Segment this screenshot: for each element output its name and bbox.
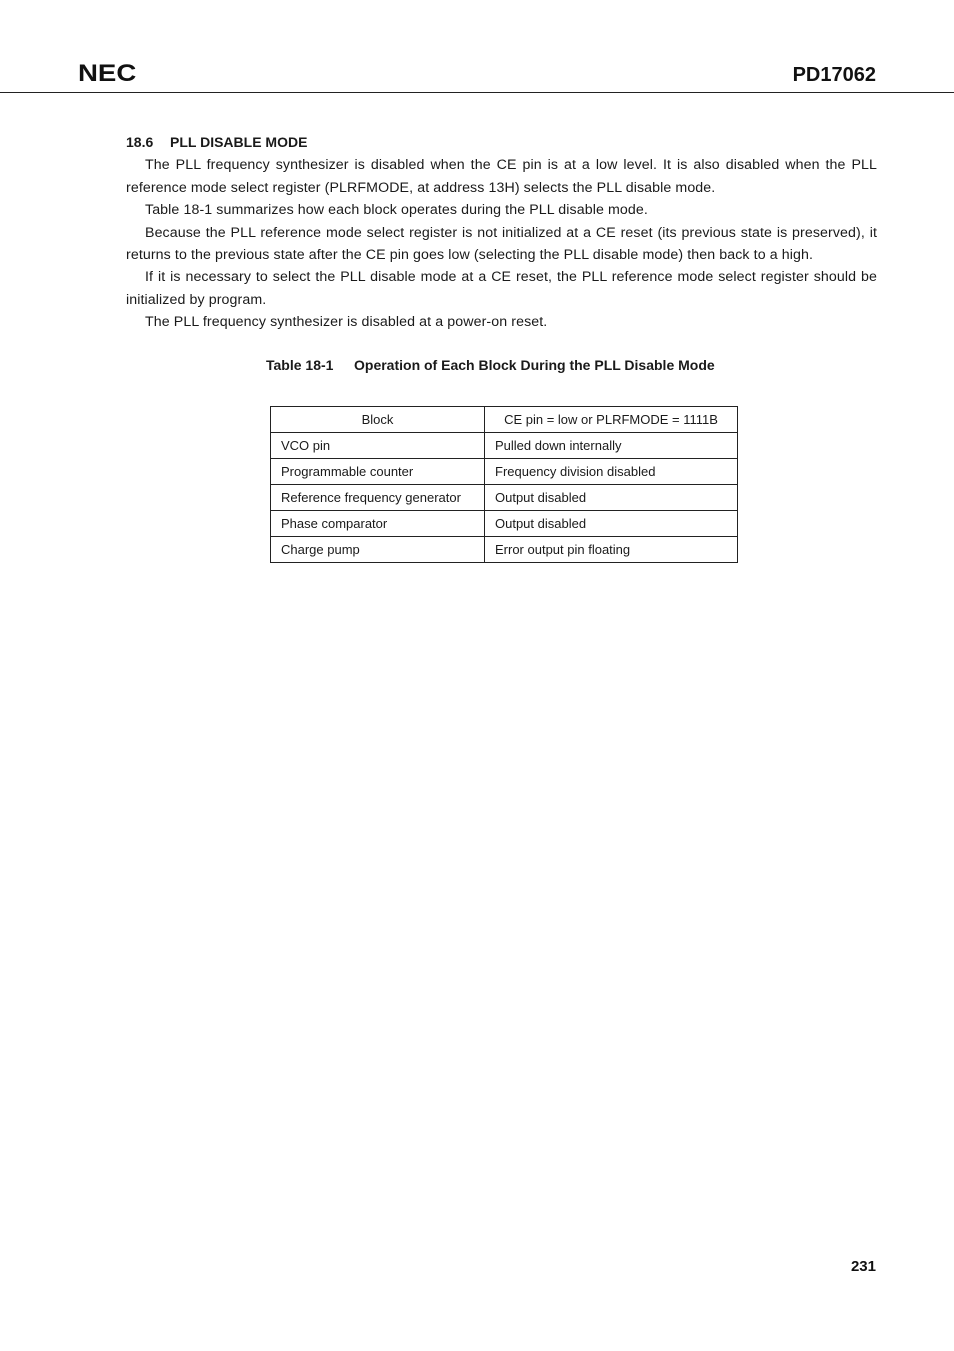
table-cell: Programmable counter [271, 459, 485, 485]
table-cell: Phase comparator [271, 511, 485, 537]
section-body [126, 131, 877, 334]
table-caption-number: Table 18-1 [266, 357, 334, 373]
table-cell: Frequency division disabled [485, 459, 738, 485]
table-cell: VCO pin [271, 433, 485, 459]
paragraph: If it is necessary to select the PLL disable mode at a CE reset, the PLL reference mode select register should be initialized by program. [126, 269, 877, 308]
block-operation-table [270, 406, 738, 563]
section-number: 18.6 [126, 134, 154, 150]
header-rule [0, 92, 954, 93]
table-row [271, 537, 738, 563]
section-title: PLL DISABLE MODE [170, 134, 308, 150]
paragraph: Because the PLL reference mode select register is not initialized at a CE reset (its previous state is preserved), it returns to the previous state after the CE pin goes low (selecting the PLL disable mode) then back to a high. [126, 224, 877, 264]
table-header-row [271, 407, 738, 433]
column-header-block: Block [271, 407, 485, 433]
page-number: 231 [850, 1258, 876, 1275]
table-cell: Output disabled [485, 485, 738, 511]
table-row [271, 433, 738, 459]
table-row [271, 485, 738, 511]
paragraph: The PLL frequency synthesizer is disabled at a power-on reset. [145, 314, 548, 331]
table-caption-title: Operation of Each Block During the PLL Disable Mode [354, 357, 715, 373]
table-caption [266, 357, 738, 373]
table-cell: Pulled down internally [485, 433, 738, 459]
nec-logo: NEC [78, 60, 137, 87]
paragraph: Table 18-1 summarizes how each block operates during the PLL disable mode. [145, 202, 648, 219]
table-row [271, 511, 738, 537]
section-heading [126, 131, 877, 153]
column-header-condition: CE pin = low or PLRFMODE = 1111B [485, 407, 738, 433]
paragraph: The PLL frequency synthesizer is disabled when the CE pin is at a low level. It is also disabled when the PLL reference mode select register (PLRFMODE, at address 13H) selects the PLL disable mode. [126, 157, 877, 196]
table-row [271, 459, 738, 485]
table-cell: Charge pump [271, 537, 485, 563]
document-id: PD17062 [792, 64, 876, 86]
table-cell: Error output pin floating [485, 537, 738, 563]
table-cell: Output disabled [485, 511, 738, 537]
table-cell: Reference frequency generator [271, 485, 485, 511]
